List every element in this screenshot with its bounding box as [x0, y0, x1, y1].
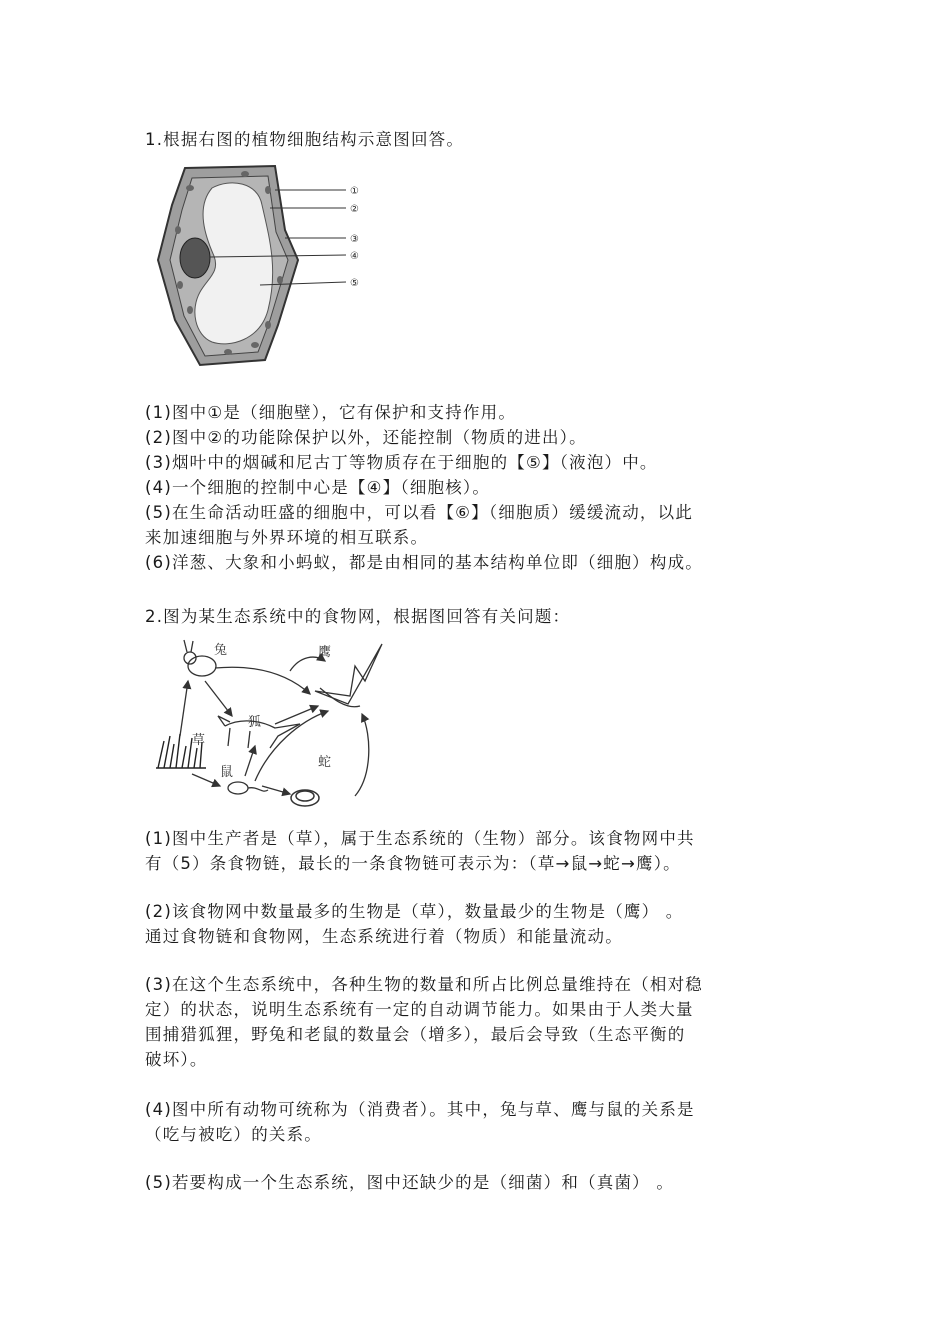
label-1: ① — [350, 186, 359, 197]
label-snake: 蛇 — [318, 755, 332, 770]
q1-item-5: (5)在生命活动旺盛的细胞中，可以看【⑥】（细胞质）缓缓流动，以此 — [145, 503, 694, 522]
snake-icon — [291, 790, 319, 806]
label-5: ⑤ — [350, 278, 359, 289]
q2-a1-line2: 有（5）条食物链，最长的一条食物链可表示为：（草→鼠→蛇→鹰）。 — [145, 854, 681, 873]
q2-a2-line2: 通过食物链和食物网，生态系统进行着（物质）和能量流动。 — [145, 927, 623, 946]
q2-a2-line1: (2)该食物网中数量最多的生物是（草），数量最少的生物是（鹰） 。 — [145, 902, 684, 921]
q1-item-4: (4)一个细胞的控制中心是【④】（细胞核）。 — [145, 478, 491, 497]
label-grass: 草 — [192, 733, 206, 748]
q1-item-1: (1)图中①是（细胞壁），它有保护和支持作用。 — [145, 403, 517, 422]
q1-item-2: (2)图中②的功能除保护以外，还能控制（物质的进出）。 — [145, 428, 587, 447]
label-rabbit: 兔 — [214, 643, 228, 658]
label-eagle: 鹰 — [318, 645, 332, 660]
label-2: ② — [350, 204, 359, 215]
q2-a4-line2: （吃与被吃）的关系。 — [145, 1125, 322, 1144]
nucleus — [180, 238, 210, 278]
label-4: ④ — [350, 251, 359, 262]
q2-a4-line1: (4)图中所有动物可统称为（消费者）。其中，兔与草、鹰与鼠的关系是 — [145, 1100, 695, 1119]
rabbit-icon — [184, 640, 216, 676]
mouse-icon — [228, 782, 268, 794]
q2-a5-line1: (5)若要构成一个生态系统，图中还缺少的是（细菌）和（真菌） 。 — [145, 1173, 675, 1192]
q1-item-3: (3)烟叶中的烟碱和尼古丁等物质存在于细胞的【⑤】（液泡）中。 — [145, 453, 658, 472]
q2-a1-line1: (1)图中生产者是（草），属于生态系统的（生物）部分。该食物网中共 — [145, 829, 695, 848]
label-3: ③ — [350, 234, 359, 245]
plant-cell-diagram — [150, 160, 380, 375]
q2-a3-line3: 围捕猎狐狸，野兔和老鼠的数量会（增多），最后会导致（生态平衡的 — [145, 1025, 686, 1044]
q2-title: 2.图为某生态系统中的食物网，根据图回答有关问题： — [145, 607, 571, 626]
q1-title: 1.根据右图的植物细胞结构示意图回答。 — [145, 130, 465, 149]
label-mouse: 鼠 — [220, 765, 234, 780]
q2-a3-line2: 定）的状态，说明生态系统有一定的自动调节能力。如果由于人类大量 — [145, 1000, 694, 1019]
label-fox: 狐 — [248, 715, 262, 730]
food-web-diagram — [150, 636, 395, 811]
q2-a3-line1: (3)在这个生态系统中，各种生物的数量和所占比例总量维持在（相对稳 — [145, 975, 703, 994]
q2-a3-line4: 破坏）。 — [145, 1050, 208, 1069]
q1-item-5-cont: 来加速细胞与外界环境的相互联系。 — [145, 528, 429, 547]
q1-item-6: (6)洋葱、大象和小蚂蚁，都是由相同的基本结构单位即（细胞）构成。 — [145, 553, 703, 572]
